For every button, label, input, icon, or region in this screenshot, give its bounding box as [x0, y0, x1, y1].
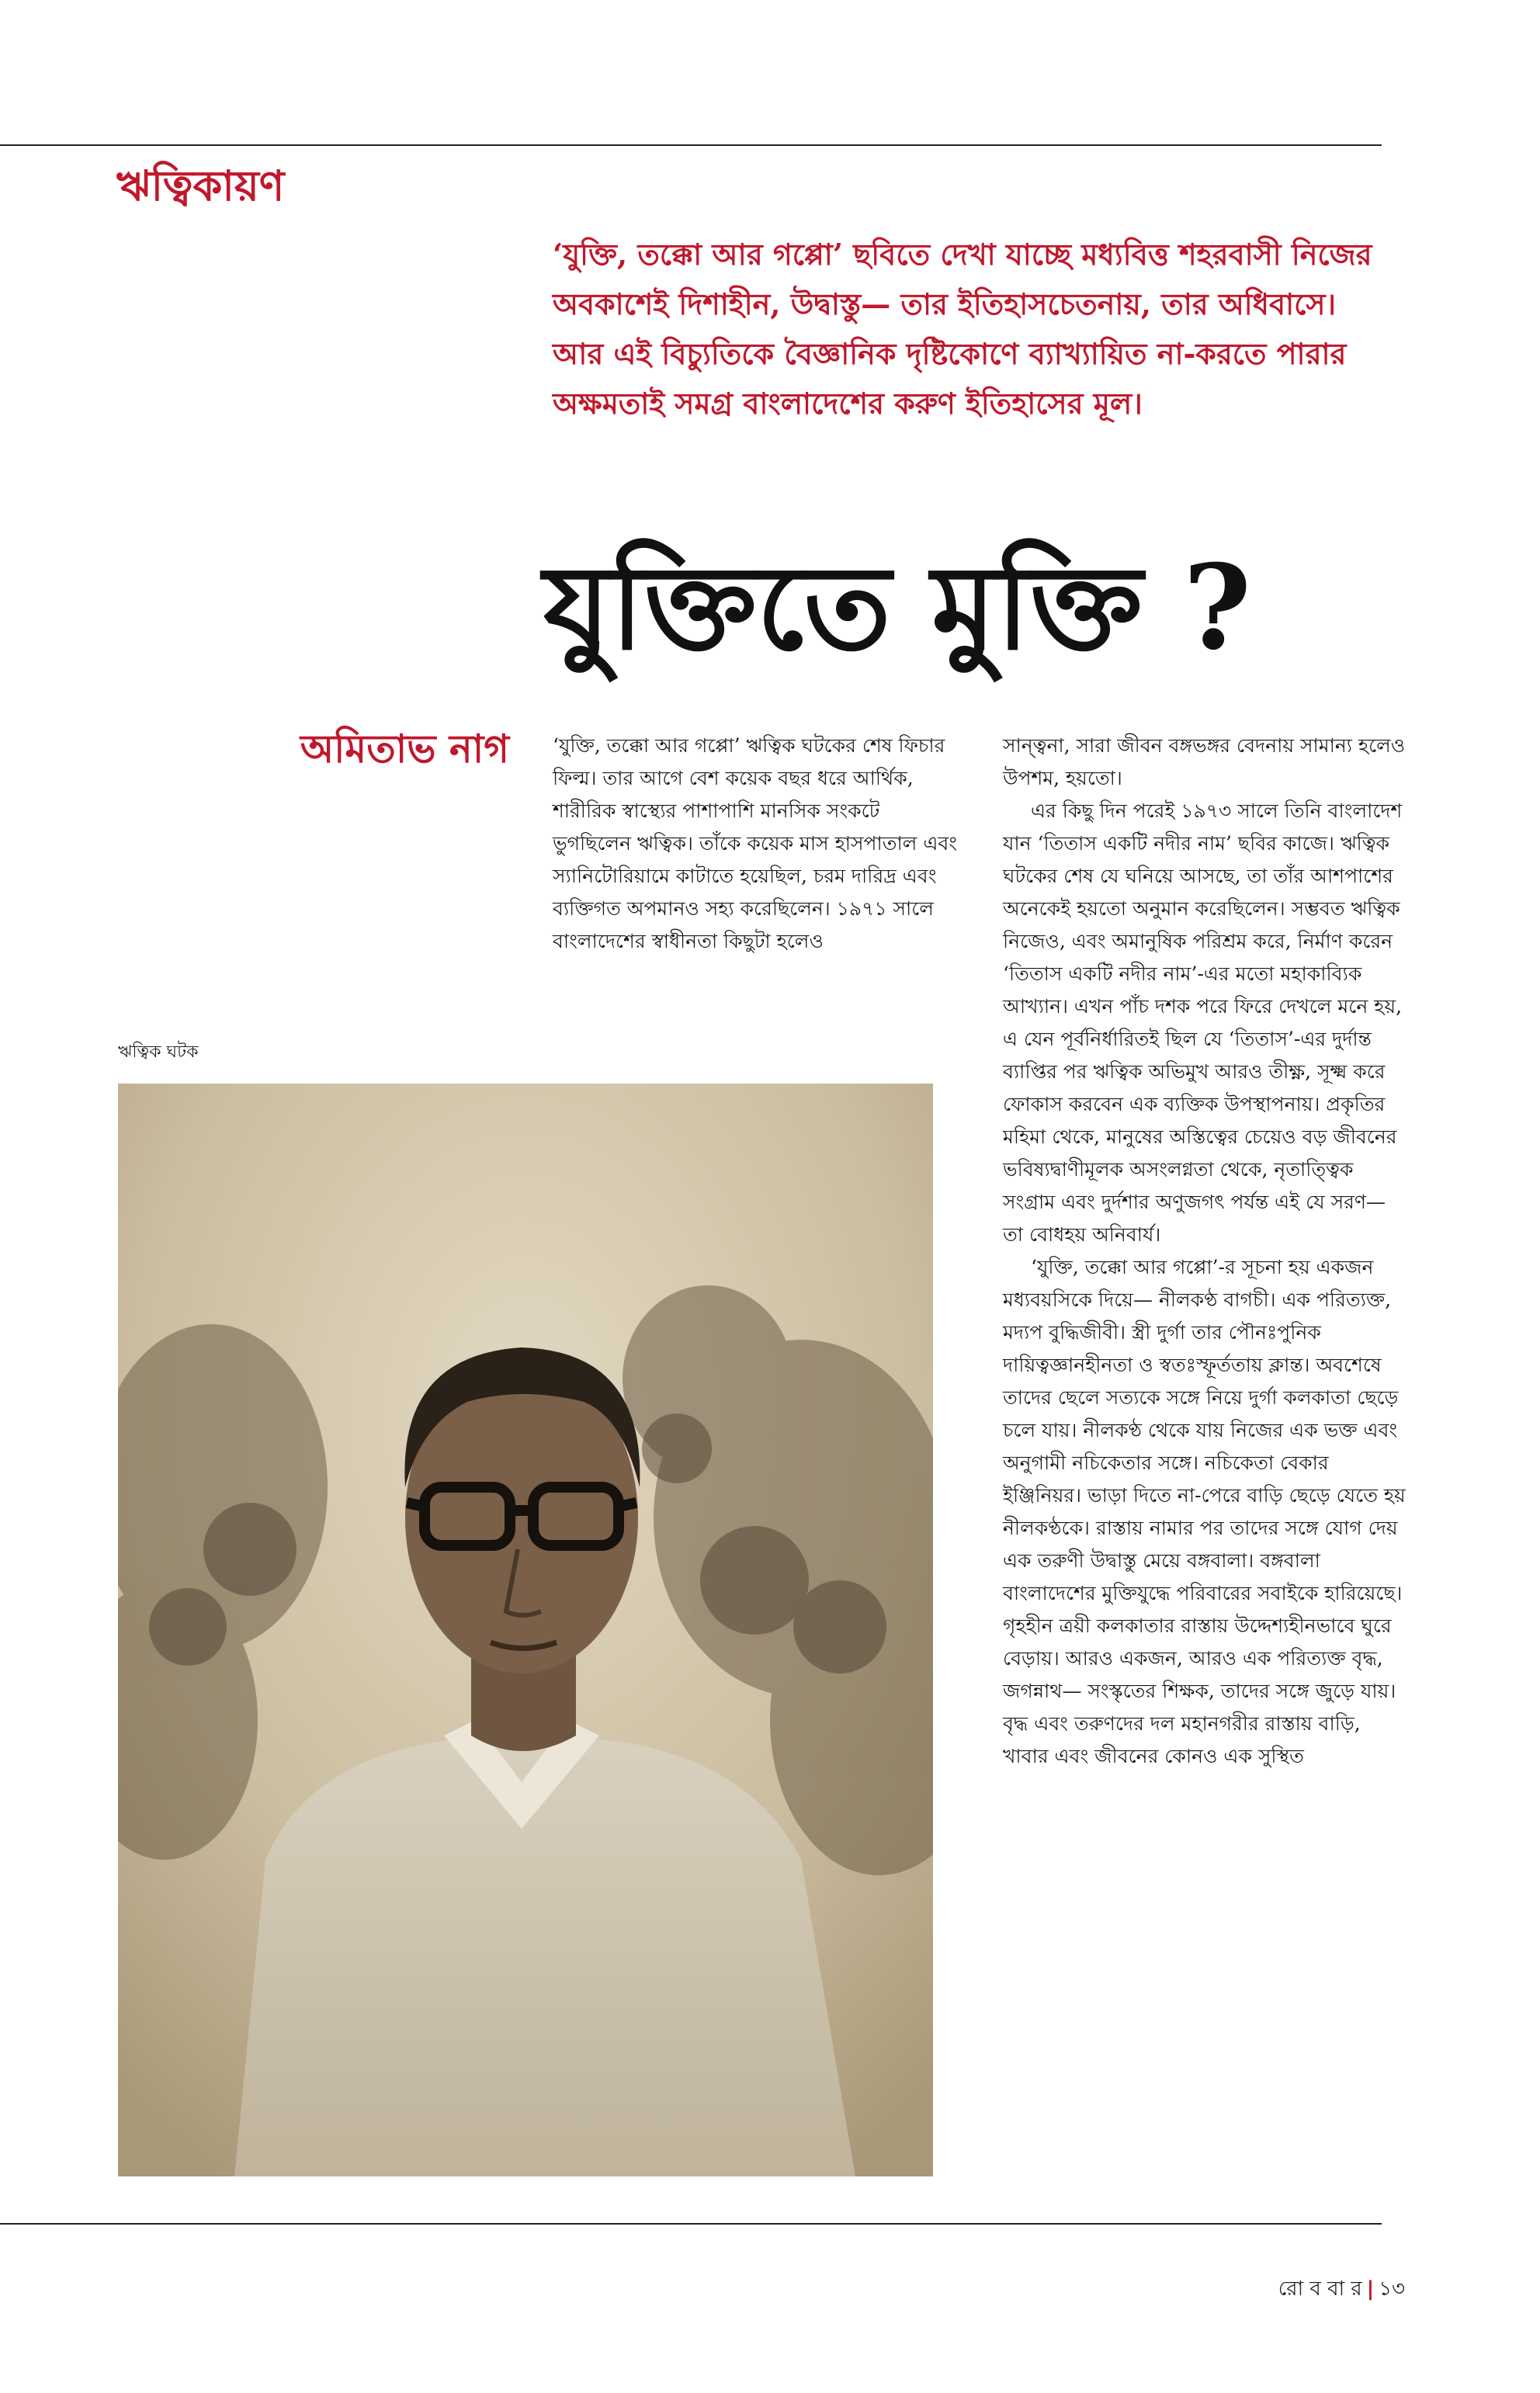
paragraph: ‘যুক্তি, তক্কো আর গপ্পো’-র সূচনা হয় একজন মধ্যবয়সিকে দিয়ে— নীলকণ্ঠ বাগচী। এক পরিত্যক্ত, মদ্যপ বুদ্ধিজীবী। স্ত্রী দুর্গা তার পৌনঃপুনিক দায়িত্বজ্ঞানহীনতা ও স্বতঃস্ফূর্ততায় ক্লান্ত। অবশেষে তাদের ছেলে সত্যকে সঙ্গে নিয়ে দুর্গা কলকাতা ছেড়ে চলে যায়। নীলকণ্ঠ থেকে যায় নিজের এক ভক্ত এবং অনুগামী নচিকেতার সঙ্গে। নচিকেতা বেকার ইঞ্জিনিয়র। ভাড়া দিতে না-পেরে বাড়ি ছেড়ে যেতে হয় নীলকণ্ঠকে। রাস্তায় নামার পর তাদের সঙ্গে যোগ দেয় এক তরুণী উদ্বাস্তু মেয়ে বঙ্গবালা। বঙ্গবালা বাংলাদেশের মুক্তিযুদ্ধে পরিবারের সবাইকে হারিয়েছে। গৃহহীন ত্রয়ী কলকাতার রাস্তায় উদ্দেশ্যহীনভাবে ঘুরে বেড়ায়। আরও একজন, আরও এক পরিত্যক্ত বৃদ্ধ, জগন্নাথ— সংস্কৃতের শিক্ষক, তাদের সঙ্গে জুড়ে যায়। বৃদ্ধ এবং তরুণদের দল মহানগরীর রাস্তায় বাড়ি, খাবার এবং জীবনের কোনও এক সুস্থিত: [1003, 1256, 1406, 1767]
paragraph: সান্ত্বনা, সারা জীবন বঙ্গভঙ্গর বেদনায় সামান্য হলেও উপশম, হয়তো।: [1003, 734, 1406, 789]
magazine-name: রো ব বা র: [1278, 2277, 1362, 2301]
article-column-1: [553, 730, 964, 958]
paragraph: ‘যুক্তি, তক্কো আর গপ্পো’ ঋত্বিক ঘটকের শেষ ফিচার ফিল্ম। তার আগে বেশ কয়েক বছর ধরে আর্থিক, শারীরিক স্বাস্থ্যের পাশাপাশি মানসিক সংকটে ভুগছিলেন ঋত্বিক। তাঁকে কয়েক মাস হাসপাতাল এবং স্যানিটোরিয়ামে কাটাতে হয়েছিল, চরম দারিদ্র এবং ব্যক্তিগত অপমানও সহ্য করেছিলেন। ১৯৭১ সালে বাংলাদেশের স্বাধীনতা কিছুটা হলেও: [553, 734, 958, 952]
bottom-rule: [0, 2223, 1382, 2225]
byline: অমিতাভ নাগ: [300, 726, 509, 772]
portrait-photo: [118, 1084, 933, 2176]
pull-quote: ‘যুক্তি, তক্কো আর গপ্পো’ ছবিতে দেখা যাচ্ছে মধ্যবিত্ত শহরবাসী নিজের অবকাশেই দিশাহীন, উদ্বাস্তু— তার ইতিহাসচেতনায়, তার অধিবাসে। আর এই বিচ্যুতিকে বৈজ্ঞানিক দৃষ্টিকোণে ব্যাখ্যায়িত না-করতে পারার অক্ষমতাই সমগ্র বাংলাদেশের করুণ ইতিহাসের মূল।: [553, 237, 1372, 421]
top-rule: [0, 144, 1382, 146]
headline: যুক্তিতে মুক্তি ?: [543, 539, 1252, 676]
paragraph: এর কিছু দিন পরেই ১৯৭৩ সালে তিনি বাংলাদেশ যান ‘তিতাস একটি নদীর নাম’ ছবির কাজে। ঋত্বিক ঘটকের শেষ যে ঘনিয়ে আসছে, তা তাঁর আশপাশের অনেকেই হয়তো অনুমান করেছিলেন। সম্ভবত ঋত্বিক নিজেও, এবং অমানুষিক পরিশ্রম করে, নির্মাণ করেন ‘তিতাস একটি নদীর নাম’-এর মতো মহাকাব্যিক আখ্যান। এখন পাঁচ দশক পরে ফিরে দেখলে মনে হয়, এ যেন পূর্বনির্ধারিতই ছিল যে ‘তিতাস’-এর দুর্দান্ত ব্যাপ্তির পর ঋত্বিক অভিমুখ আরও তীক্ষ্ণ, সূক্ষ্ম করে ফোকাস করবেন এক ব্যক্তিক উপস্থাপনায়। প্রকৃতির মহিমা থেকে, মানুষের অস্তিত্বের চেয়েও বড় জীবনের ভবিষ্যদ্বাণীমূলক অসংলগ্নতা থেকে, নৃতাত্ত্বিক সংগ্রাম এবং দুর্দশার অণুজগৎ পর্যন্ত এই যে সরণ— তা বোধহয় অনিবার্য।: [1003, 799, 1403, 1246]
article-column-2: [1003, 730, 1406, 1773]
photo-caption: ঋত্বিক ঘটক: [118, 1042, 199, 1062]
footer-separator: |: [1366, 2277, 1375, 2301]
portrait-illustration: [118, 1084, 933, 2176]
page-footer: [1250, 2273, 1405, 2307]
page-number: ১৩: [1379, 2277, 1405, 2301]
section-label: ঋত্বিকায়ণ: [116, 161, 285, 210]
